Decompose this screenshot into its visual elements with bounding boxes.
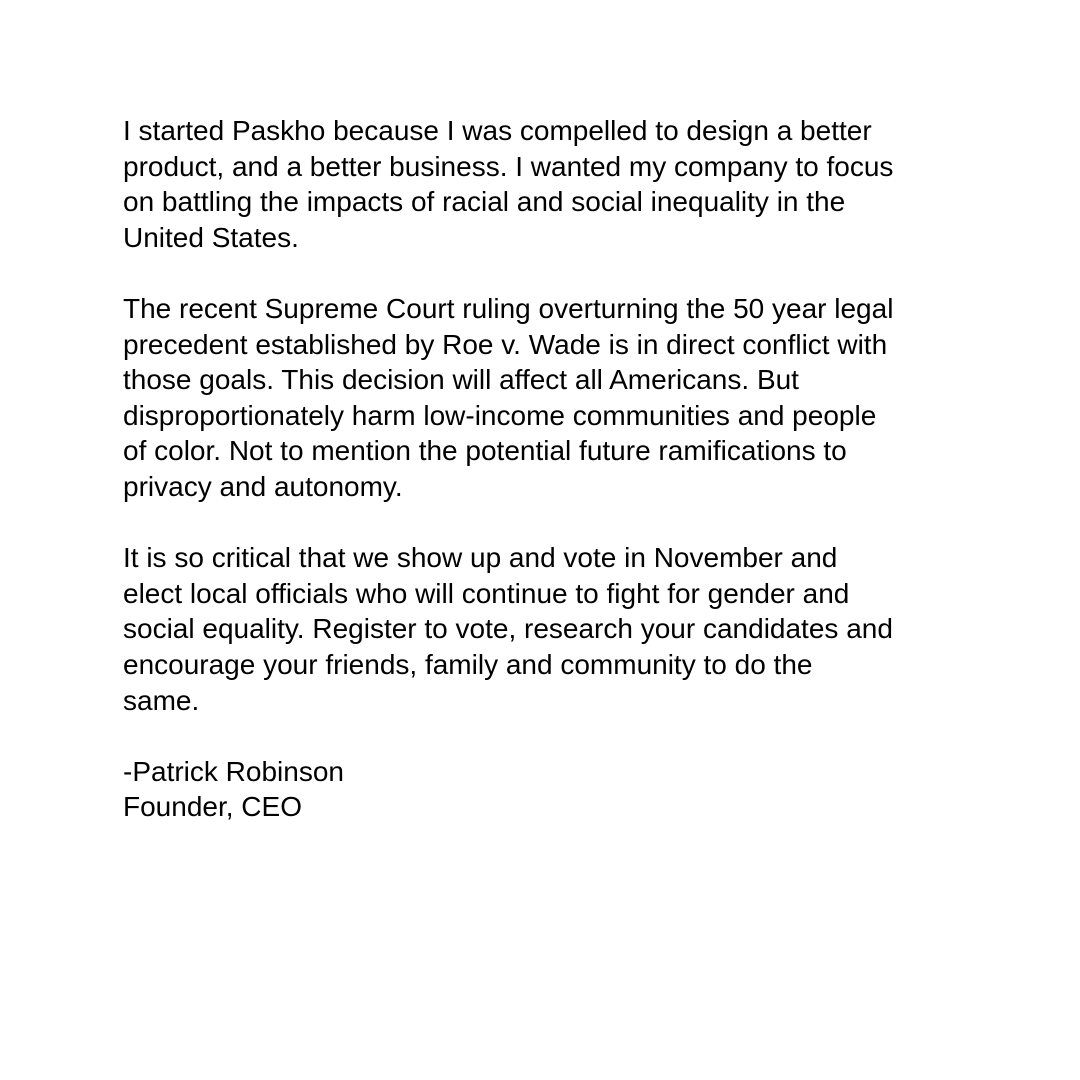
paragraph-1 — [123, 113, 983, 255]
text-line: I started Paskho because I was compelled to design a better — [123, 115, 872, 146]
text-line: precedent established by Roe v. Wade is in direct conflict with — [123, 328, 888, 360]
text-line: United States. — [123, 221, 299, 253]
signature-title: Founder, CEO — [123, 791, 302, 823]
signature-name: -Patrick Robinson — [123, 755, 344, 787]
text-line: encourage your friends, family and community to do the — [123, 648, 813, 680]
text-line: social equality. Register to vote, research your candidates and — [123, 613, 893, 645]
text-line: elect local officials who will continue to fight for gender and — [123, 577, 850, 609]
text-line: of color. Not to mention the potential future ramifications to — [123, 435, 847, 467]
signature-block — [123, 754, 983, 825]
paragraph-3 — [123, 540, 983, 718]
text-line: those goals. This decision will affect all Americans. But — [123, 364, 799, 396]
text-line: privacy and autonomy. — [123, 470, 403, 502]
text-line: It is so critical that we show up and vote in November and — [123, 542, 838, 574]
text-line: product, and a better business. I wanted my company to focus — [123, 150, 894, 182]
text-line: on battling the impacts of racial and social inequality in the — [123, 186, 846, 218]
letter-body — [123, 113, 983, 825]
text-line: same. — [123, 684, 200, 716]
text-line: disproportionately harm low-income communities and people — [123, 399, 877, 431]
text-line: The recent Supreme Court ruling overturning the 50 year legal — [123, 292, 894, 324]
paragraph-2 — [123, 291, 983, 505]
